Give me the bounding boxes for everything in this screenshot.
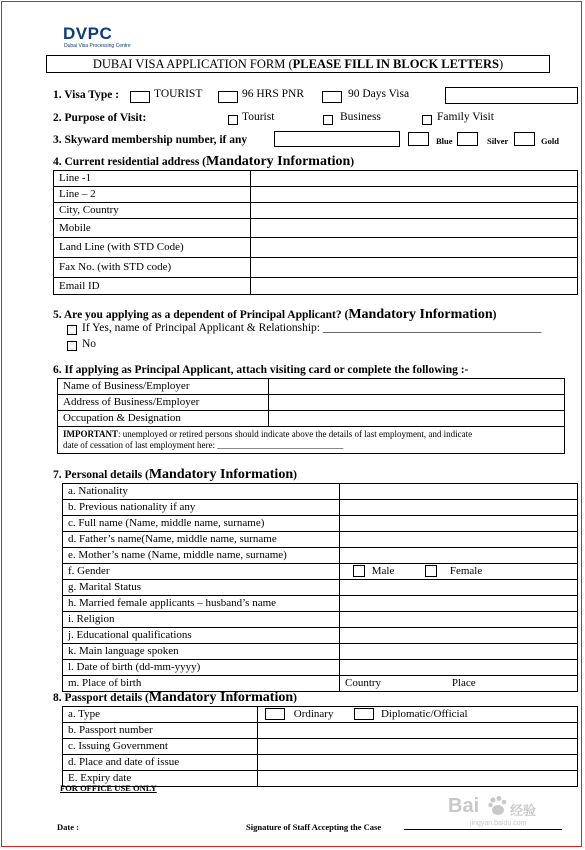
- previous-nationality-label: b. Previous nationality if any: [63, 500, 340, 516]
- language-value[interactable]: [340, 644, 578, 660]
- passport-heading: 8. Passport details (Mandatory Information): [53, 690, 297, 705]
- table-row: [58, 427, 565, 454]
- principal-heading: 6. If applying as Principal Applicant, attach visiting card or complete the following :-: [53, 364, 469, 376]
- father-name-label: d. Father’s name(Name, middle name, surname: [63, 532, 340, 548]
- table-row: [63, 755, 578, 771]
- religion-label: i. Religion: [63, 612, 340, 628]
- dependent-question: 5. Are you applying as a dependent of Principal Applicant? (Mandatory Information): [53, 307, 497, 322]
- address-heading: 4. Current residential address (Mandatory Information): [53, 154, 355, 169]
- skyward-silver-box[interactable]: [457, 132, 478, 146]
- skyward-gold: Gold: [541, 136, 559, 146]
- occupation-label: Occupation & Designation: [58, 411, 269, 427]
- dependent-yes-text: If Yes, name of Principal Applicant & Relationship: ______________________________________: [82, 322, 542, 334]
- dependent-no-text: No: [82, 338, 97, 350]
- gender-male-checkbox[interactable]: [353, 565, 365, 577]
- table-row: [63, 660, 578, 676]
- gender-male: Male: [371, 565, 395, 577]
- table-row: [58, 411, 565, 427]
- watermark-brand: Bai: [448, 795, 480, 817]
- ordinary-checkbox[interactable]: [265, 708, 285, 720]
- table-row: [54, 187, 578, 203]
- purpose-tourist: Tourist: [242, 111, 275, 123]
- birthplace-value[interactable]: [340, 676, 578, 692]
- full-name-value[interactable]: [340, 516, 578, 532]
- landline-value[interactable]: [251, 238, 578, 258]
- important-note: IMPORTANT: unemployed or retired persons should indicate above the details of last employment, and indicate date of cessation of last employment here: ____________________________: [58, 427, 565, 454]
- table-row: [54, 238, 578, 258]
- nationality-label: a. Nationality: [63, 484, 340, 500]
- gender-female: Female: [449, 565, 483, 577]
- table-row: [63, 628, 578, 644]
- fax-label: Fax No. (with STD code): [54, 258, 251, 278]
- gender-value: [340, 564, 578, 580]
- table-row: [58, 379, 565, 395]
- education-label: j. Educational qualifications: [63, 628, 340, 644]
- diplomatic-option: Diplomatic/Official: [380, 708, 468, 720]
- expiry-date-label: E. Expiry date: [63, 771, 258, 787]
- ordinary-option: Ordinary: [293, 708, 334, 720]
- skyward-silver: Silver: [487, 136, 509, 146]
- marital-status-value[interactable]: [340, 580, 578, 596]
- signature-line[interactable]: [404, 829, 562, 830]
- table-row: [54, 203, 578, 219]
- passport-table: [62, 706, 578, 787]
- marital-status-label: g. Marital Status: [63, 580, 340, 596]
- date-label: Date :: [57, 822, 79, 832]
- full-name-label: c. Full name (Name, middle name, surname): [63, 516, 340, 532]
- dependent-no-checkbox[interactable]: [67, 341, 77, 351]
- logo-subtitle: Dubai Visa Processing Centre: [64, 43, 131, 49]
- address-line1-value[interactable]: [251, 171, 578, 187]
- husband-name-value[interactable]: [340, 596, 578, 612]
- visa-type-input[interactable]: [445, 87, 578, 104]
- skyward-blue-box[interactable]: [408, 132, 429, 146]
- table-row: [63, 564, 578, 580]
- employer-name-label: Name of Business/Employer: [58, 379, 269, 395]
- mobile-label: Mobile: [54, 219, 251, 238]
- place-date-issue-label: d. Place and date of issue: [63, 755, 258, 771]
- table-row: [63, 596, 578, 612]
- form-title: DUBAI VISA APPLICATION FORM (PLEASE FILL IN BLOCK LETTERS): [46, 55, 550, 73]
- skyward-blue: Blue: [436, 136, 453, 146]
- issuing-government-value[interactable]: [258, 739, 578, 755]
- 96hrs-option: 96 HRS PNR: [242, 88, 304, 100]
- dependent-yes-checkbox[interactable]: [67, 325, 77, 335]
- city-country-label: City, Country: [54, 203, 251, 219]
- gender-female-checkbox[interactable]: [425, 565, 437, 577]
- language-label: k. Main language spoken: [63, 644, 340, 660]
- visa-type-label: 1. Visa Type :: [53, 89, 120, 101]
- passport-number-label: b. Passport number: [63, 723, 258, 739]
- table-row: [63, 548, 578, 564]
- purpose-business-checkbox[interactable]: [323, 115, 333, 125]
- personal-table: [62, 483, 578, 692]
- skyward-label: 3. Skyward membership number, if any: [53, 134, 248, 146]
- skyward-number-input[interactable]: [274, 131, 400, 147]
- husband-name-label: h. Married female applicants – husband’s name: [63, 596, 340, 612]
- table-row: [54, 258, 578, 278]
- birth-country: Country: [345, 677, 382, 689]
- previous-nationality-value[interactable]: [340, 500, 578, 516]
- tourist-checkbox[interactable]: [130, 91, 150, 103]
- diplomatic-checkbox[interactable]: [354, 708, 374, 720]
- paw-icon: [487, 795, 509, 822]
- mother-name-label: e. Mother’s name (Name, middle name, surname): [63, 548, 340, 564]
- address-line2-label: Line – 2: [54, 187, 251, 203]
- city-country-value[interactable]: [251, 203, 578, 219]
- table-row: [63, 580, 578, 596]
- birth-place: Place: [451, 677, 476, 689]
- table-row: [63, 516, 578, 532]
- table-row: [63, 739, 578, 755]
- table-row: [63, 723, 578, 739]
- 90days-option: 90 Days Visa: [348, 88, 410, 100]
- father-name-value[interactable]: [340, 532, 578, 548]
- occupation-value[interactable]: [269, 411, 565, 427]
- fax-value[interactable]: [251, 258, 578, 278]
- mobile-value[interactable]: [251, 219, 578, 238]
- employer-name-value[interactable]: [269, 379, 565, 395]
- dob-value[interactable]: [340, 660, 578, 676]
- email-value[interactable]: [251, 278, 578, 295]
- employer-table: [57, 378, 565, 454]
- tourist-option: TOURIST: [154, 88, 203, 100]
- expiry-date-value[interactable]: [258, 771, 578, 787]
- gender-label: f. Gender: [63, 564, 340, 580]
- dob-label: l. Date of birth (dd-mm-yyyy): [63, 660, 340, 676]
- issuing-government-label: c. Issuing Government: [63, 739, 258, 755]
- personal-heading: 7. Personal details (Mandatory Information): [53, 467, 297, 482]
- office-use-label: FOR OFFICE USE ONLY: [60, 783, 157, 793]
- passport-number-value[interactable]: [258, 723, 578, 739]
- table-row: [63, 707, 578, 723]
- place-date-issue-value[interactable]: [258, 755, 578, 771]
- signature-label: Signature of Staff Accepting the Case: [246, 822, 382, 832]
- watermark-url: jingyan.baidu.com: [470, 820, 527, 827]
- table-row: [58, 395, 565, 411]
- landline-label: Land Line (with STD Code): [54, 238, 251, 258]
- table-row: [54, 171, 578, 187]
- table-row: [54, 278, 578, 295]
- table-row: [63, 500, 578, 516]
- purpose-label: 2. Purpose of Visit:: [53, 112, 147, 124]
- table-row: [63, 484, 578, 500]
- religion-value[interactable]: [340, 612, 578, 628]
- passport-type-value: [258, 707, 578, 723]
- 96hrs-checkbox[interactable]: [218, 91, 238, 103]
- address-line1-label: Line -1: [54, 171, 251, 187]
- table-row: [63, 644, 578, 660]
- table-row: [63, 532, 578, 548]
- birthplace-label: m. Place of birth: [63, 676, 340, 692]
- table-row: [63, 612, 578, 628]
- table-row: [54, 219, 578, 238]
- purpose-family: Family Visit: [437, 111, 494, 123]
- address-line2-value[interactable]: [251, 187, 578, 203]
- skyward-gold-box[interactable]: [514, 132, 535, 146]
- nationality-value[interactable]: [340, 484, 578, 500]
- email-label: Email ID: [54, 278, 251, 295]
- watermark-text: 经验: [510, 803, 537, 818]
- logo-title: DVPC: [63, 24, 113, 43]
- mother-name-value[interactable]: [340, 548, 578, 564]
- passport-type-label: a. Type: [63, 707, 258, 723]
- purpose-tourist-checkbox[interactable]: [228, 115, 238, 125]
- purpose-business: Business: [340, 111, 381, 123]
- employer-address-value[interactable]: [269, 395, 565, 411]
- purpose-family-checkbox[interactable]: [422, 115, 432, 125]
- 90days-checkbox[interactable]: [322, 91, 342, 103]
- employer-address-label: Address of Business/Employer: [58, 395, 269, 411]
- address-table: [53, 170, 578, 295]
- education-value[interactable]: [340, 628, 578, 644]
